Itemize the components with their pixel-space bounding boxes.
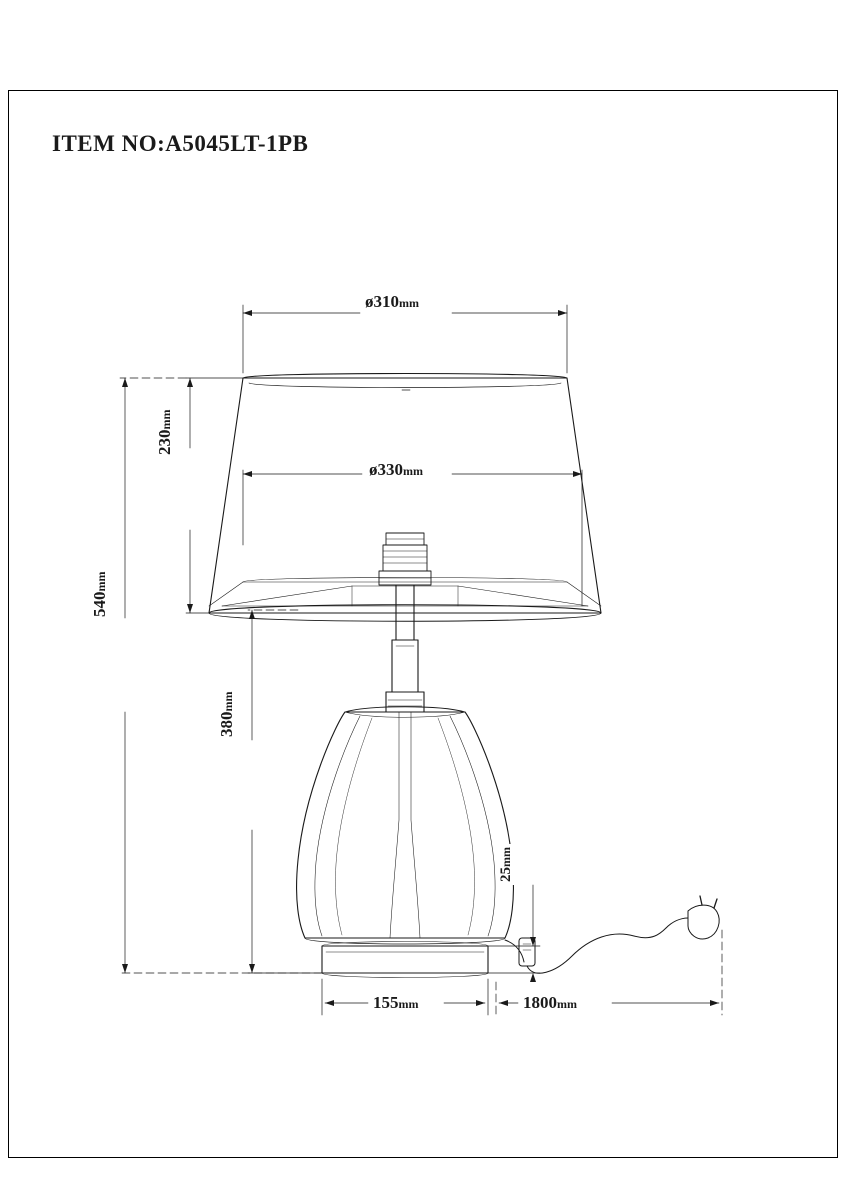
dim-base-width: 155mm (370, 993, 422, 1013)
dim-shade-bottom-diameter: ø330mm (366, 460, 426, 480)
dim-total-height: 540mm (90, 569, 110, 621)
dim-shade-height: 230mm (155, 407, 175, 459)
item-number-label: ITEM NO:A5045LT-1PB (52, 131, 309, 156)
dim-base-height: 380mm (217, 689, 237, 741)
dim-shade-top-diameter: ø310mm (362, 292, 422, 312)
dim-base-plate-thickness: 25mm (498, 844, 515, 885)
dim-cord-length: 1800mm (520, 993, 580, 1013)
